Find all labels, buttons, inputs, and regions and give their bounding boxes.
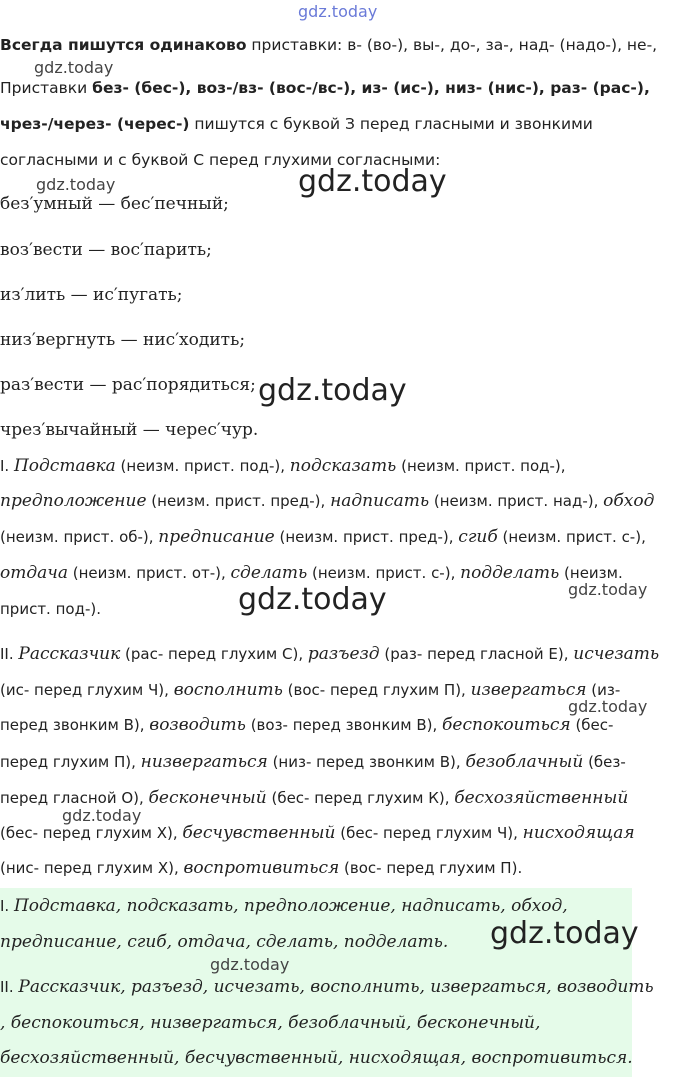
word: бесхозяйственный, бесчувственный, нисходящая, воспротивиться.: [0, 1048, 633, 1068]
watermark: gdz.today: [210, 955, 290, 974]
text: перед гласной О),: [0, 789, 149, 807]
example-line: воз′вести — вос′парить;: [0, 240, 212, 260]
part1-line: [0, 490, 654, 512]
word: бесхозяйственный: [454, 788, 629, 808]
text: (рас- перед глухим С),: [120, 645, 308, 663]
word: подсказать: [289, 456, 397, 476]
part2-line: [0, 857, 522, 879]
text: перед звонким В),: [0, 716, 150, 734]
example-line: низ′вергнуть — нис′ходить;: [0, 330, 246, 350]
watermark: gdz.today: [258, 373, 407, 408]
text: прист. под-).: [0, 600, 101, 618]
part2-line: [0, 714, 613, 736]
part1-line: [0, 562, 623, 584]
part2-line: [0, 822, 635, 844]
word: низвергаться: [140, 752, 268, 772]
answer-line: [0, 976, 654, 998]
text: II.: [0, 645, 19, 663]
rule-text: Приставки: [0, 79, 93, 97]
text: (низ- перед звонким В),: [267, 753, 466, 771]
rule-line-1: [0, 34, 657, 56]
text: II.: [0, 978, 19, 996]
rule-line-4: согласными и с буквой С перед глухими согласными:: [0, 151, 441, 169]
text: (бес-: [570, 716, 614, 734]
watermark: gdz.today: [568, 697, 648, 716]
word: отдача: [0, 563, 68, 583]
word: обход: [603, 491, 655, 511]
text: (неизм. прист. над-),: [429, 492, 604, 510]
part1-line: [0, 526, 646, 548]
part1-line: [0, 598, 101, 620]
text: (неизм. прист. пред-),: [274, 528, 459, 546]
rule-line-2: [0, 77, 650, 99]
word: подделать: [460, 563, 560, 583]
example-line: из′лить — ис′пугать;: [0, 285, 183, 305]
word: нисходящая: [522, 823, 635, 843]
word: бесчувственный: [182, 823, 336, 843]
rule-bold: чрез-/через- (черес-): [0, 115, 190, 133]
watermark: gdz.today: [238, 582, 387, 617]
part1-line: [0, 455, 566, 477]
rule-text: приставки: в- (во-), вы-, до-, за-, над- (надо-), не-,: [246, 36, 658, 54]
word: воспротивиться: [183, 858, 340, 878]
word: , беспокоиться, низвергаться, безоблачный, бесконечный,: [0, 1013, 541, 1033]
word: возводить: [149, 715, 246, 735]
text: (неизм. прист. с-),: [307, 564, 461, 582]
word: Подставка: [13, 456, 116, 476]
text: (неизм. прист. под-),: [396, 457, 566, 475]
word: сгиб: [458, 527, 498, 547]
word: Рассказчик: [18, 644, 121, 664]
word: бесконечный: [148, 788, 267, 808]
text: (ис- перед глухим Ч),: [0, 681, 174, 699]
rule-line-3: [0, 113, 593, 135]
answer-line: [0, 895, 568, 917]
part2-line: [0, 643, 659, 665]
text: (нис- перед глухим Х),: [0, 859, 184, 877]
answer-line: [0, 1012, 540, 1034]
text: (неизм. прист. пред-),: [146, 492, 331, 510]
watermark: gdz.today: [62, 806, 142, 825]
watermark: gdz.today: [568, 580, 648, 599]
text: (из-: [586, 681, 621, 699]
word: исчезать: [573, 644, 660, 664]
word: надписать: [330, 491, 430, 511]
text: (раз- перед гласной Е),: [379, 645, 574, 663]
text: (вос- перед глухим П).: [339, 859, 523, 877]
watermark: gdz.today: [298, 164, 447, 199]
rule-bold: Всегда пишутся одинаково: [0, 36, 247, 54]
part2-line: [0, 751, 626, 773]
text: (неизм. прист. с-),: [497, 528, 646, 546]
word: безоблачный: [465, 752, 584, 772]
text: (неизм. прист. об-),: [0, 528, 159, 546]
text: (бес- перед глухим Ч),: [335, 824, 523, 842]
word: извергаться: [470, 680, 587, 700]
rule-text: пишутся с буквой З перед гласными и звонкими: [189, 115, 593, 133]
text: перед глухим П),: [0, 753, 141, 771]
example-line: раз′вести — рас′порядиться;: [0, 375, 256, 395]
word: сделать: [230, 563, 308, 583]
word: Подставка, подсказать, предположение, надписать, обход,: [13, 896, 568, 916]
text: I.: [0, 457, 14, 475]
text: (неизм. прист. от-),: [67, 564, 231, 582]
example-line: чрез′вычайный — черес′чур.: [0, 420, 259, 440]
word: беспокоиться: [442, 715, 571, 735]
text: (бес- перед глухим Х),: [0, 824, 183, 842]
word: предписание, сгиб, отдача, сделать, подделать.: [0, 932, 449, 952]
text: (неизм. прист. под-),: [115, 457, 290, 475]
text: (бес- перед глухим К),: [266, 789, 455, 807]
watermark: gdz.today: [298, 2, 378, 21]
text: (неизм.: [559, 564, 623, 582]
word: восполнить: [173, 680, 283, 700]
watermark: gdz.today: [490, 916, 639, 951]
text: (воз- перед звонким В),: [245, 716, 443, 734]
part2-line: [0, 679, 620, 701]
word: Рассказчик, разъезд, исчезать, восполнить, извергаться, возводить: [18, 977, 654, 997]
word: разъезд: [307, 644, 380, 664]
text: I.: [0, 897, 14, 915]
text: (вос- перед глухим П),: [282, 681, 471, 699]
rule-bold: без- (бес-), воз-/вз- (вос-/вс-), из- (ис-), низ- (нис-), раз- (рас-),: [92, 79, 650, 97]
example-line: без′умный — бес′печный;: [0, 194, 229, 214]
word: предписание: [158, 527, 275, 547]
answer-line: [0, 931, 448, 953]
text: (без-: [583, 753, 626, 771]
word: предположение: [0, 491, 147, 511]
answer-line: [0, 1047, 633, 1069]
watermark: gdz.today: [36, 175, 116, 194]
watermark: gdz.today: [34, 58, 114, 77]
